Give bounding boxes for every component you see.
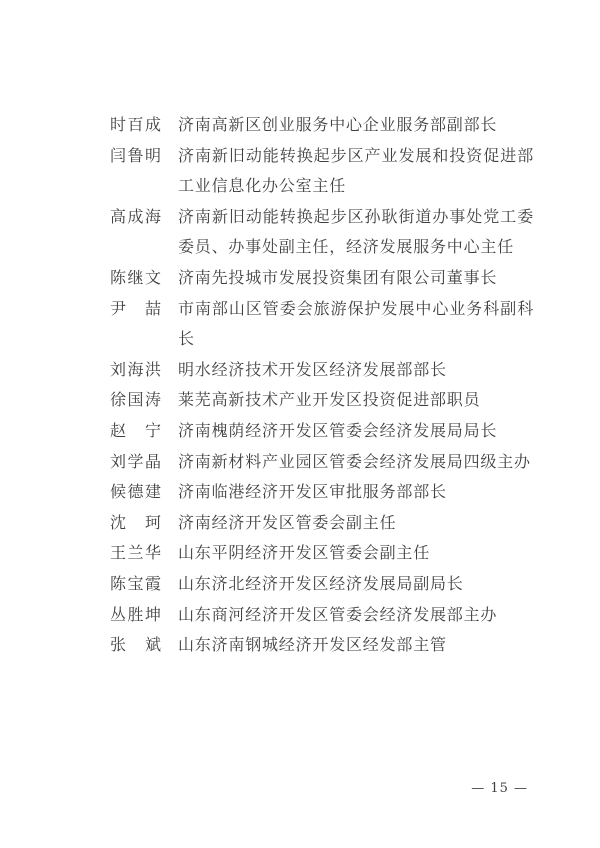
roster-entry [110,294,534,355]
roster-entry [110,202,534,263]
person-name: 张斌 [110,635,161,655]
person-name: 陈继文 [110,267,161,287]
person-name: 尹喆 [110,298,161,318]
roster-entry [110,569,534,600]
person-position: 济南槐荫经济开发区管委会经济发展局局长 [178,420,498,440]
roster-entry [110,416,534,447]
person-name: 徐国涛 [110,390,161,410]
person-position: 市南部山区管委会旅游保护发展中心业务科副科长 [178,298,534,349]
person-position: 山东济北经济开发区经济发展局副局长 [178,573,464,593]
roster-entry [110,538,534,569]
roster-list [110,110,534,661]
person-position: 莱芜高新技术产业开发区投资促进部职员 [178,390,481,410]
roster-entry [110,355,534,386]
roster-entry [110,141,534,202]
person-position: 明水经济技术开发区经济发展部部长 [178,359,447,379]
person-position: 济南先投城市发展投资集团有限公司董事长 [178,267,498,287]
roster-entry [110,447,534,478]
person-name: 时百成 [110,115,161,134]
person-name: 陈宝霞 [110,573,161,593]
person-name: 刘学晶 [110,451,161,471]
roster-entry [110,477,534,508]
person-name: 高成海 [110,206,161,226]
person-position: 山东平阴经济开发区管委会副主任 [178,543,431,563]
person-name: 王兰华 [110,543,161,563]
person-position: 济南临港经济开发区审批服务部部长 [178,482,447,502]
person-position: 济南新材料产业园区管委会经济发展局四级主办 [178,451,531,471]
person-name: 丛胜坤 [110,604,161,624]
person-name: 闫鲁明 [110,145,161,165]
roster-entry [110,508,534,539]
person-position: 济南新旧动能转换起步区产业发展和投资促进部工业信息化办公室主任 [178,145,534,196]
page-number: — 15 — [471,781,528,796]
person-name: 赵宁 [110,420,161,440]
person-position: 山东济南钢城经济开发区经发部主管 [178,635,447,655]
person-position: 济南新旧动能转换起步区孙耿街道办事处党工委委员、办事处副主任，经济发展服务中心主任 [178,206,534,257]
roster-entry [110,110,534,141]
person-name: 刘海洪 [110,359,161,379]
person-name: 沈珂 [110,512,161,532]
person-name: 候德建 [110,482,161,502]
roster-entry [110,385,534,416]
roster-entry [110,263,534,294]
person-position: 济南经济开发区管委会副主任 [178,512,397,532]
person-position: 济南高新区创业服务中心企业服务部副部长 [178,115,498,134]
roster-entry [110,600,534,631]
roster-entry [110,630,534,661]
person-position: 山东商河经济开发区管委会经济发展部主办 [178,604,498,624]
